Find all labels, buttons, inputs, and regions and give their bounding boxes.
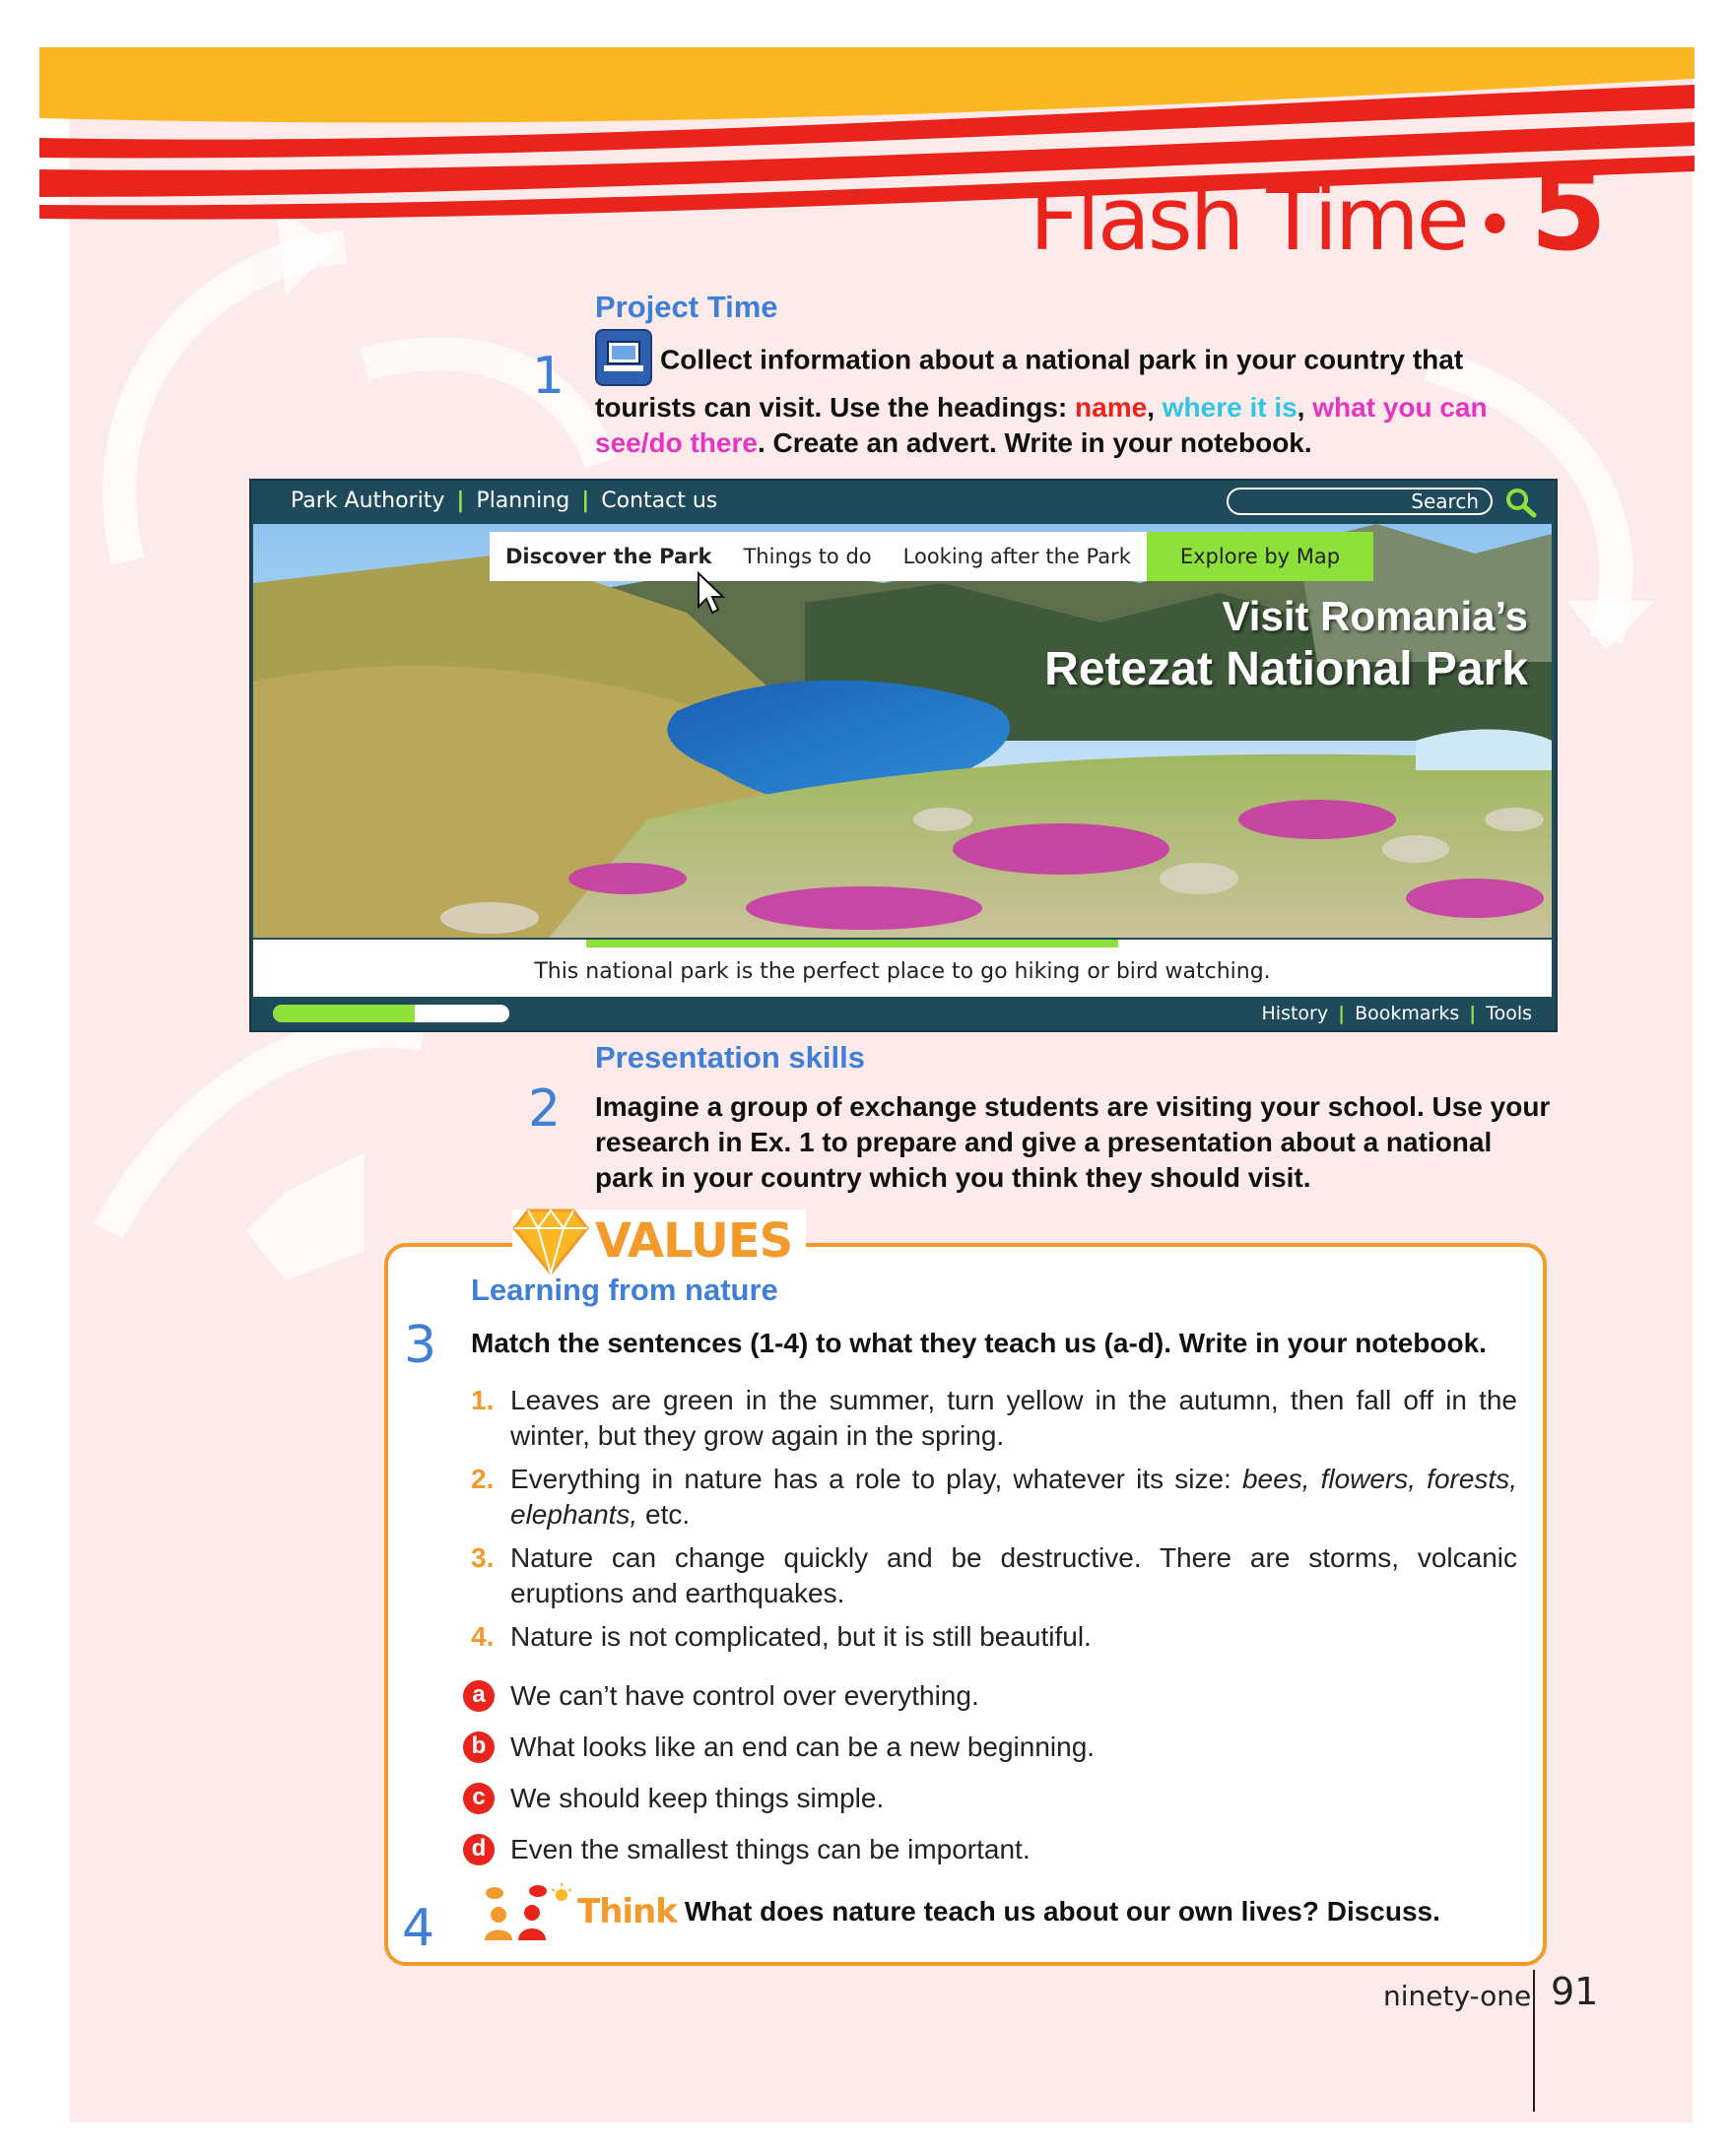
nav-history[interactable]: History [1261, 1003, 1329, 1024]
exercise-1-number: 1 [532, 347, 566, 406]
lesson-d-badge: d [463, 1834, 495, 1865]
mouse-cursor-icon [697, 571, 726, 615]
lesson-c-text: We should keep things simple. [510, 1783, 885, 1813]
learning-from-nature-heading: Learning from nature [471, 1273, 778, 1307]
diamond-icon [512, 1207, 589, 1275]
exercise-2-text: Imagine a group of exchange students are visiting your school. Use your research in Ex. 1 to prepare and give a presentation about a national park in your country which you think they should visit. [595, 1091, 1551, 1193]
lesson-b-badge: b [463, 1731, 495, 1763]
discussion-people-icon [477, 1881, 571, 1942]
site-tabs [490, 532, 1373, 581]
hero-title [1044, 591, 1528, 697]
exercise-4-number: 4 [402, 1899, 435, 1958]
unit-number: 5 [1530, 148, 1604, 276]
sentence-2: 2. Everything in nature has a role to play, whatever its size: bees, flowers, forests, elephants, etc. [471, 1464, 1517, 1530]
nav-tools[interactable]: Tools [1486, 1003, 1532, 1024]
title-text: Flash Time [1029, 168, 1467, 270]
exercise-3-instruction: Match the sentences (1-4) to what they teach us (a-d). Write in your notebook. [471, 1328, 1487, 1358]
caption-text: This national park is the perfect place to go hiking or bird watching. [534, 959, 1271, 984]
project-time-heading: Project Time [595, 290, 778, 324]
page-number: 91 [1551, 1970, 1599, 2013]
nav-park-authority[interactable]: Park Authority [291, 489, 445, 513]
hero-line-1: Visit Romania’s [1222, 593, 1528, 639]
think-question: What does nature teach us about our own lives? Discuss. [684, 1896, 1440, 1927]
sentence-3: 3. Nature can change quickly and be destructive. There are storms, volcanic eruptions and earthquakes. [471, 1542, 1517, 1608]
nav-bookmarks[interactable]: Bookmarks [1355, 1003, 1460, 1024]
page-title [1030, 148, 1604, 276]
lesson-c-badge: c [463, 1783, 495, 1814]
think-activity [477, 1881, 1440, 1942]
bottom-bar [251, 999, 1556, 1030]
caption-progress-indicator [586, 940, 1118, 947]
hero-line-2: Retezat National Park [1044, 643, 1528, 695]
nav-planning[interactable]: Planning [476, 489, 570, 513]
presentation-skills-heading: Presentation skills [595, 1040, 865, 1075]
heading-name: name [1075, 392, 1148, 423]
values-word: VALUES [595, 1213, 793, 1269]
footer-divider [1533, 1970, 1535, 2112]
laptop-icon [595, 329, 652, 386]
nav-contact-us[interactable]: Contact us [601, 489, 718, 513]
sentence-1: 1. Leaves are green in the summer, turn yellow in the autumn, then fall off in the winter, but they grow again in the spring. [471, 1385, 1517, 1451]
heading-what: what you can see/do there [595, 392, 1488, 458]
top-nav: Park Authority | Planning | Contact us [291, 489, 718, 513]
exercise-2-number: 2 [528, 1079, 562, 1139]
lesson-a-badge: a [463, 1680, 495, 1712]
search-icon[interactable] [1504, 487, 1538, 518]
caption-bar [253, 940, 1552, 997]
think-label: Think [577, 1892, 677, 1931]
tab-discover-the-park[interactable]: Discover the Park [505, 545, 712, 568]
bottom-nav: History | Bookmarks | Tools [1261, 1003, 1532, 1024]
tab-things-to-do[interactable]: Things to do [743, 545, 872, 568]
exercise-1-text: Collect information about a national park in your country that tourists can visit. Use the headings: name, where it is, what you can see/do there. Create an advert. Write in your notebook. [595, 333, 1501, 461]
tab-explore-by-map[interactable]: Explore by Map [1147, 532, 1373, 581]
page-number-word: ninety-one [1383, 1980, 1532, 2012]
tab-looking-after-the-park[interactable]: Looking after the Park [902, 545, 1131, 568]
heading-where: where it is [1162, 392, 1298, 423]
load-progress-bar [273, 1005, 509, 1022]
search-input[interactable]: Search [1227, 488, 1493, 515]
load-progress-fill [273, 1005, 415, 1022]
lesson-a-text: We can’t have control over everything. [510, 1680, 979, 1711]
exercise-3-number: 3 [404, 1316, 437, 1375]
values-label [512, 1209, 806, 1273]
title-bullet: • [1474, 185, 1513, 266]
retezat-landscape-image [253, 524, 1552, 938]
park-website-mockup [249, 479, 1558, 1032]
lesson-b-text: What looks like an end can be a new beginning. [510, 1731, 1096, 1762]
lesson-d-text: Even the smallest things can be important. [510, 1834, 1031, 1864]
sentence-4: 4. Nature is not complicated, but it is still beautiful. [471, 1621, 1092, 1652]
